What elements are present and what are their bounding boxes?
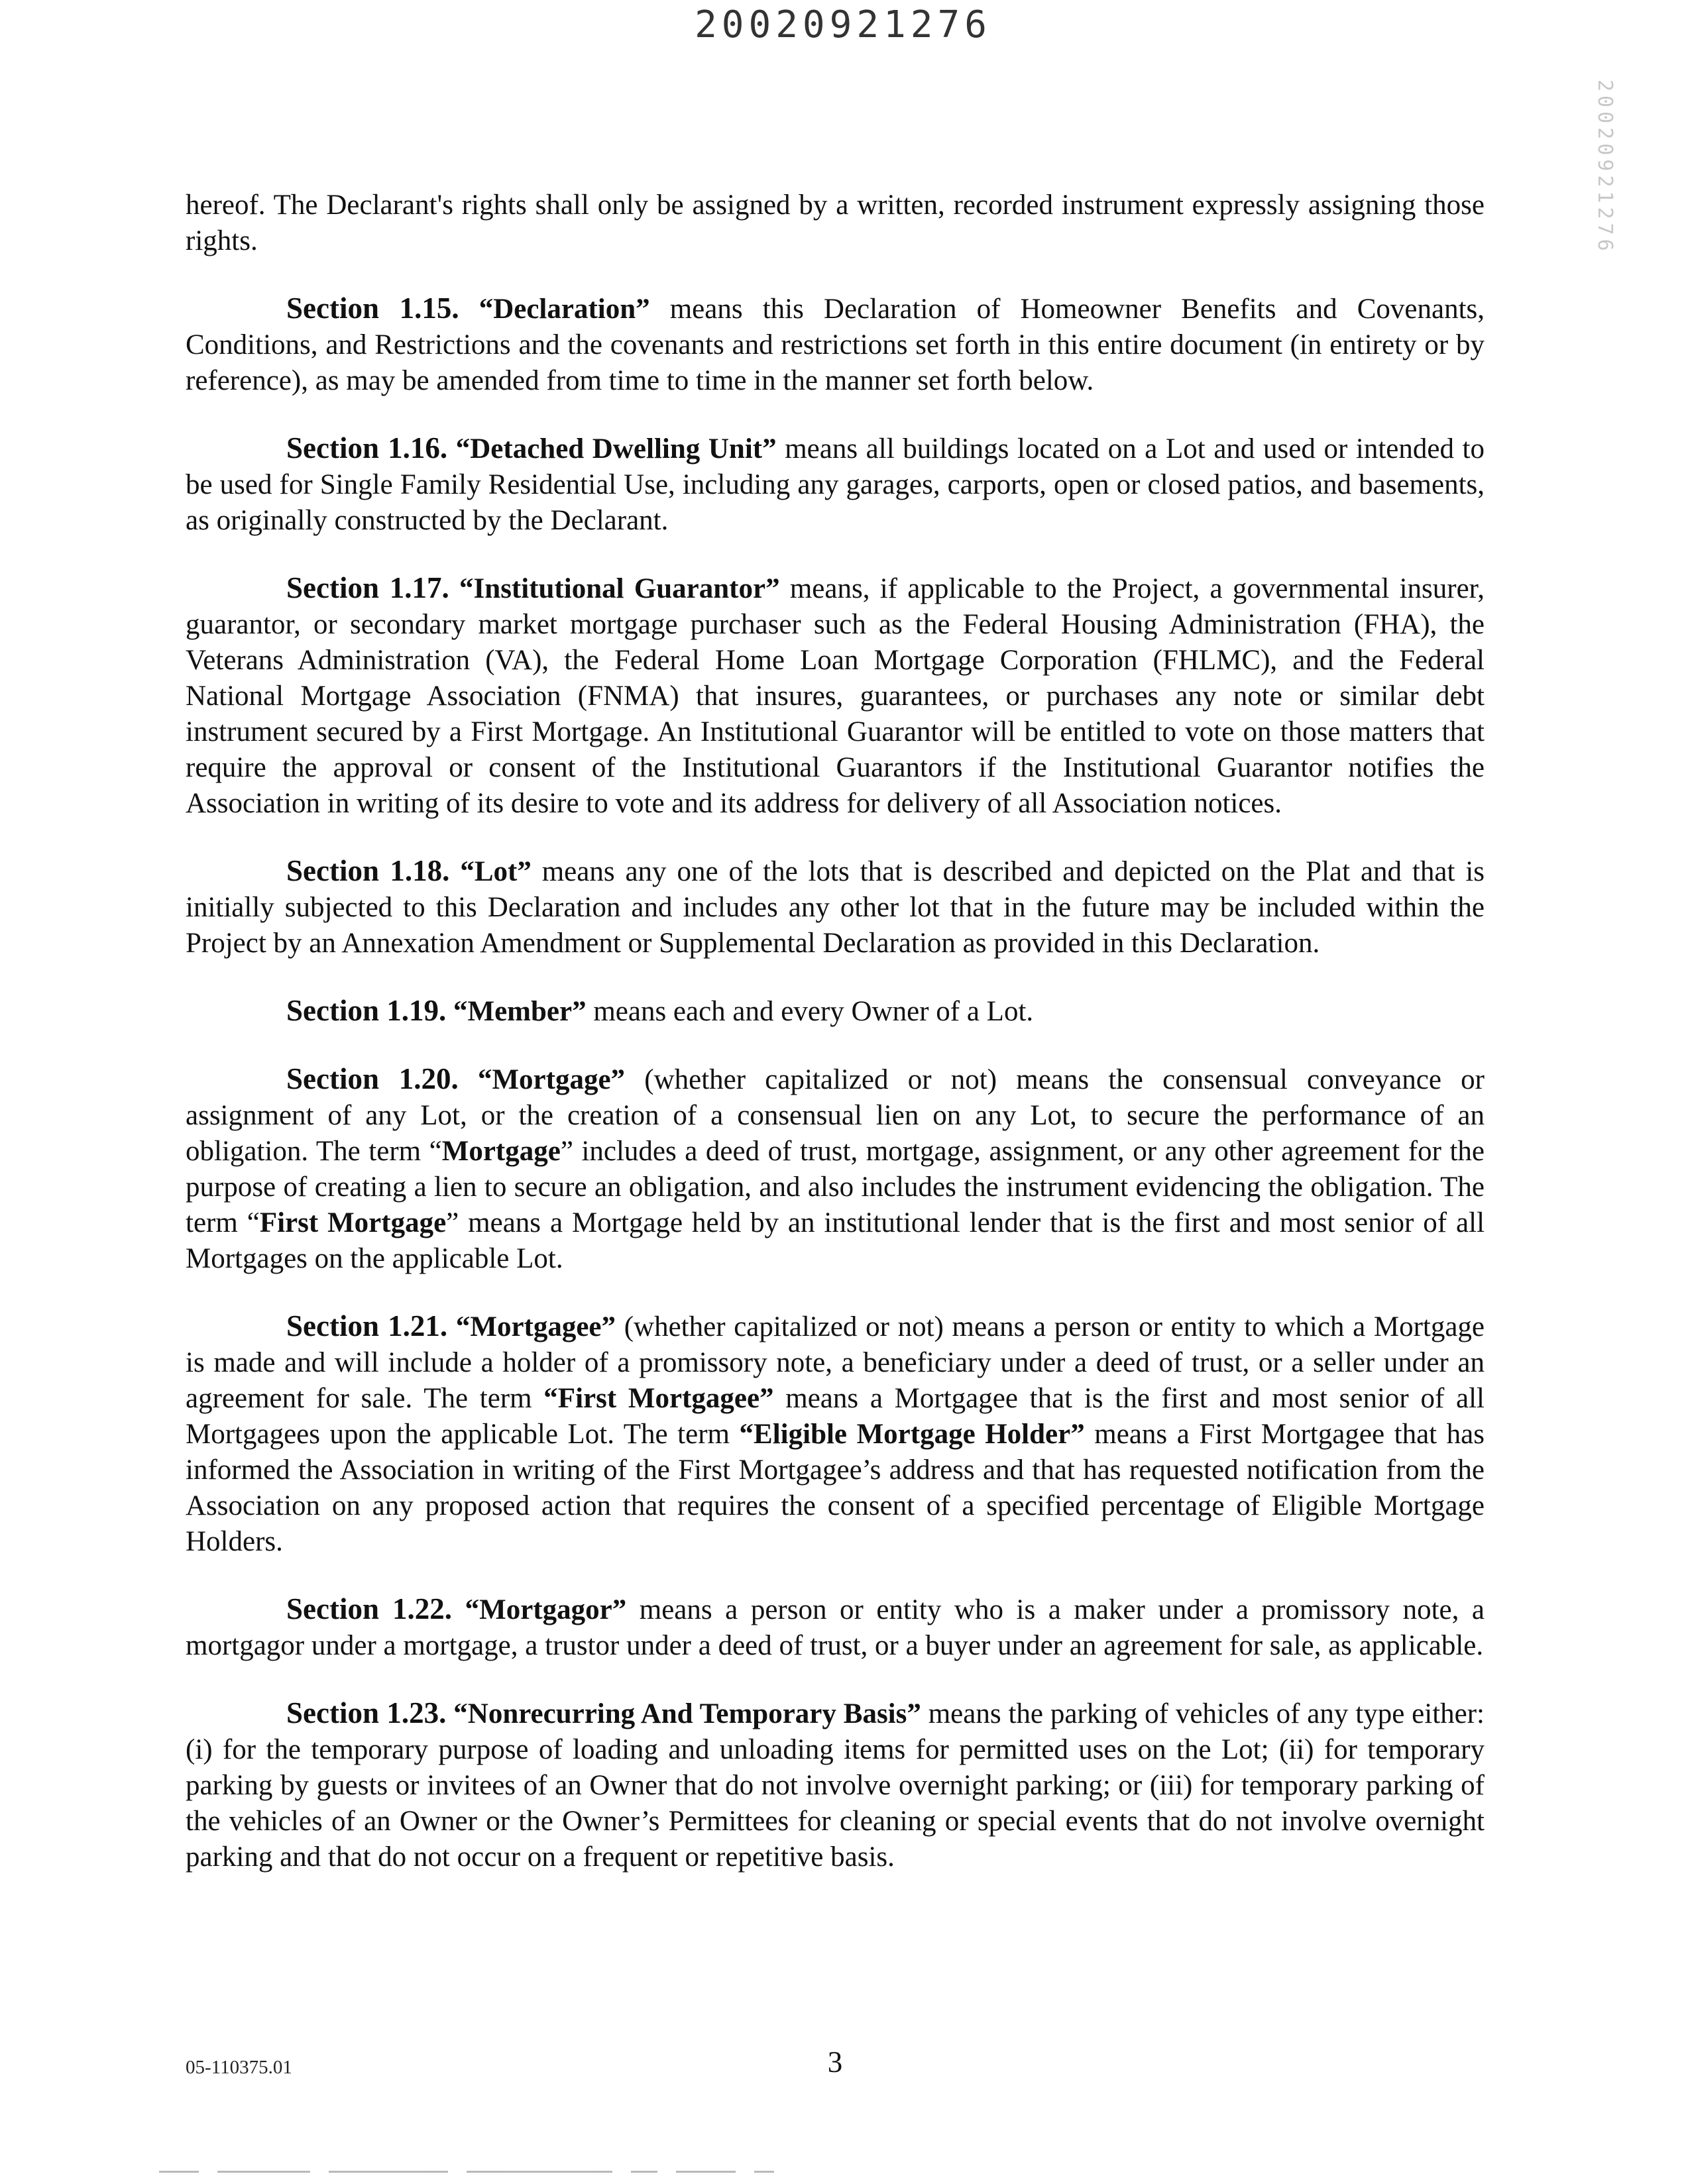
definition-section [186, 430, 1485, 539]
defined-term: “Declaration” [478, 294, 650, 325]
defined-term: “Member” [453, 996, 587, 1027]
definition-section [186, 1695, 1485, 1875]
scan-mark [754, 2171, 774, 2173]
definition-section [186, 290, 1485, 399]
scan-mark [467, 2171, 612, 2173]
definition-text: ” means a Mortgage held by an institutional lender that is the first and most senior of all Mortgages on the applicable Lot. [186, 1207, 1485, 1274]
definition-text: ” includes a deed of trust, mortgage, assignment, or any other agreement for the purpose of creating a lien to secure an obligation, and also includes the instrument evidencing the obligation. The term “ [186, 1136, 1485, 1238]
defined-term: “First Mortgagee” [543, 1383, 774, 1414]
definition-text: means this Declaration of Homeowner Benefits and Covenants, Conditions, and Restrictions and the covenants and restrictions set forth in this entire document (in entirety or by reference), as may be amended from time to time in the manner set forth below. [186, 294, 1485, 396]
definition-text: means all buildings located on a Lot and used or intended to be used for Single Family Residential Use, including any garages, carports, open or closed patios, and basements, as originally constructed by the Declarant. [186, 433, 1485, 536]
scan-mark [217, 2171, 310, 2173]
scan-mark [676, 2171, 736, 2173]
defined-term: Mortgage [441, 1136, 561, 1167]
definition-text: means, if applicable to the Project, a governmental insurer, guarantor, or secondary market mortgage purchaser such as the Federal Housing Administration (FHA), the Veterans Administration (VA), the Federal Home Loan Mortgage Corporation (FHLMC), and the Federal National Mortgage Association (FNMA) that insures, guarantees, or purchases any note or similar debt instrument secured by a First Mortgage. An Institutional Guarantor will be entitled to vote on those matters that require the approval or consent of the Institutional Guarantors if the Institutional Guarantor notifies the Association in writing of its desire to vote and its address for delivery of all Association notices. [186, 573, 1485, 819]
defined-term: “Mortgagor” [465, 1594, 627, 1625]
recording-number-header: 20020921276 [695, 3, 991, 46]
defined-term: “Detached Dwelling Unit” [455, 433, 777, 464]
section-number: Section 1.16. [286, 431, 448, 464]
definition-section [186, 993, 1485, 1030]
side-recording-stamp: 20020921276 [1593, 80, 1616, 255]
document-code: 05-110375.01 [186, 2057, 292, 2078]
definitions-list [186, 290, 1485, 1875]
section-number: Section 1.22. [286, 1592, 453, 1625]
section-number: Section 1.21. [286, 1309, 448, 1342]
defined-term: “Mortgagee” [455, 1311, 616, 1342]
defined-term: “Nonrecurring And Temporary Basis” [453, 1698, 921, 1729]
definition-text: (whether capitalized or not) means the consensual conveyance or assignment of any Lot, or the creation of a consensual lien on any Lot, to secure the performance of an obligation. The term “ [186, 1064, 1485, 1167]
document-body [186, 188, 1485, 1906]
definition-text: means each and every Owner of a Lot. [586, 996, 1034, 1027]
definition-section [186, 1591, 1485, 1664]
defined-term: First Mortgage [259, 1207, 447, 1238]
defined-term: “Eligible Mortgage Holder” [739, 1419, 1085, 1450]
scan-mark [631, 2171, 657, 2173]
scan-mark [159, 2171, 199, 2173]
section-number: Section 1.20. [286, 1062, 459, 1095]
definition-section [186, 1061, 1485, 1277]
defined-term: “Mortgage” [477, 1064, 626, 1095]
section-number: Section 1.19. [286, 994, 447, 1027]
definition-text: (whether capitalized or not) means a person or entity to which a Mortgage is made and will include a holder of a promissory note, a beneficiary under a deed of trust, or a seller under an agreement for sale. The term [186, 1311, 1485, 1414]
defined-term: “Lot” [460, 856, 532, 887]
definition-text: means a First Mortgagee that has informed the Association in writing of the First Mortgagee’s address and that has requested notification from the Association on any proposed action that requires the consent of a specified percentage of Eligible Mortgage Holders. [186, 1419, 1485, 1557]
defined-term: “Institutional Guarantor” [459, 573, 780, 604]
definition-section [186, 853, 1485, 961]
scan-edge-artifact [159, 2171, 1584, 2175]
definition-text: means a person or entity who is a maker under a promissory note, a mortgagor under a mortgage, a trustor under a deed of trust, or a buyer under an agreement for sale, as applicable. [186, 1594, 1485, 1661]
section-number: Section 1.18. [286, 854, 450, 887]
definition-text: means the parking of vehicles of any type either: (i) for the temporary purpose of loading and unloading items for permitted uses on the Lot; (ii) for temporary parking by guests or invitees of an Owner that do not involve overnight parking; or (iii) for temporary parking of the vehicles of an Owner or the Owner’s Permittees for cleaning or special events that do not involve overnight parking and that do not occur on a frequent or repetitive basis. [186, 1698, 1485, 1873]
definition-text: means any one of the lots that is described and depicted on the Plat and that is initially subjected to this Declaration and includes any other lot that in the future may be included within the Project by an Annexation Amendment or Supplemental Declaration as provided in this Declaration. [186, 856, 1485, 959]
definition-text: means a Mortgagee that is the first and most senior of all Mortgagees upon the applicable Lot. The term [186, 1383, 1485, 1450]
scan-mark [329, 2171, 448, 2173]
definition-section [186, 1308, 1485, 1560]
definition-section [186, 570, 1485, 822]
section-number: Section 1.15. [286, 292, 459, 325]
continuation-paragraph: hereof. The Declarant's rights shall only be assigned by a written, recorded instrument expressly assigning those rights. [186, 190, 1485, 256]
section-number: Section 1.23. [286, 1696, 447, 1729]
page-number: 3 [827, 2046, 843, 2079]
section-number: Section 1.17. [286, 571, 449, 604]
